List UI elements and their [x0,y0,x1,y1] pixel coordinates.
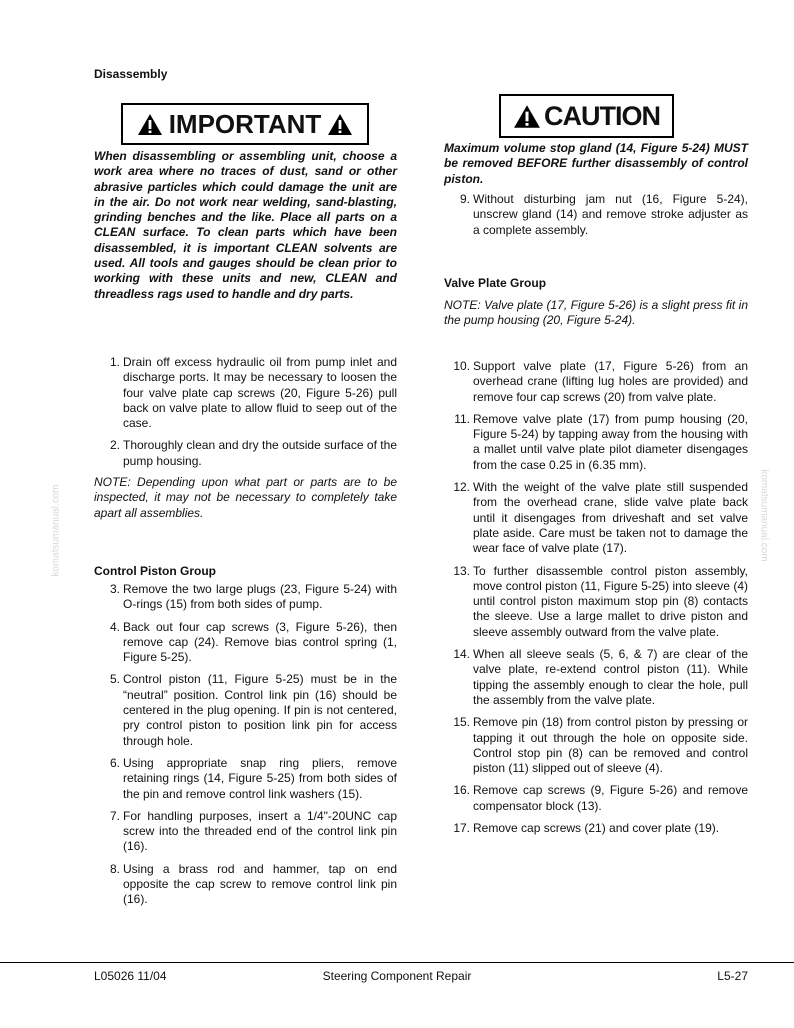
step-text: With the weight of the valve plate still suspended from the overhead crane, slide valve plate back until it disengages from driveshaft and set valve plate aside. Care must be taken not to damage the wear face of valve plate (17). [473,480,748,556]
step-text: Without disturbing jam nut (16, Figure 5-24), unscrew gland (14) and remove stroke adjuster as a complete assembly. [473,192,748,237]
step-number: 4. [109,619,120,634]
footer-page-number: L5-27 [717,969,748,983]
steps-list-9 [444,192,748,245]
step-item [94,672,397,748]
step-item [94,438,397,469]
step-text: Remove cap screws (9, Figure 5-26) and remove compensator block (13). [473,783,748,813]
step-item [94,620,397,666]
step-number: 12. [453,480,470,495]
step-text: Using a brass rod and hammer, tap on end opposite the cap screw to remove control link pin (16). [123,861,397,907]
step-number: 11. [454,411,470,426]
step-number: 2. [109,438,120,453]
important-badge [121,103,369,145]
step-item [444,647,748,708]
footer-doc-code: L05026 11/04 [94,969,167,983]
step-item [94,862,397,908]
step-item [444,480,748,556]
step-text: For handling purposes, insert a 1/4"-20UNC cap screw into the threaded end of the control link pin (16). [123,808,397,854]
step-number: 10. [453,359,470,373]
section-heading-disassembly: Disassembly [94,67,168,81]
watermark-left: komatsumanual.com [50,484,62,577]
step-item [94,809,397,855]
step-number: 13. [453,563,470,578]
step-number: 9. [459,192,470,206]
step-number: 17. [453,821,470,836]
step-item [444,359,748,405]
section-heading-control-piston-group: Control Piston Group [94,564,216,578]
step-text: To further disassemble control piston assembly, move control piston (11, Figure 5-25) into sleeve (4) until control piston maximum stop pin (8) contacts the sleeve. Use a large mallet to drive piston and sleeve assembly outward from the valve plate. [473,563,748,639]
note-valve-plate: NOTE: Valve plate (17, Figure 5-26) is a slight press fit in the pump housing (20, Figure 5-24). [444,298,748,328]
step-item [444,564,748,640]
step-text: When all sleeve seals (5, 6, & 7) are clear of the valve plate, re-extend control piston (11). While tipping the assembly enough to clear the hole, pull the assembly from the valve plate. [473,647,748,707]
warning-triangle-icon [513,104,541,129]
step-item [444,821,748,836]
step-item [94,582,397,613]
warning-triangle-icon [137,113,163,136]
step-text: Remove the two large plugs (23, Figure 5-24) with O-rings (15) from both sides of pump. [123,582,397,612]
step-text: Remove pin (18) from control piston by pressing or tapping it out through the hole on opposite side. Control stop pin (8) can be removed and control piston (11) slipped out of sleeve (4). [473,715,748,776]
step-number: 3. [109,582,120,596]
step-text: Using appropriate snap ring pliers, remove retaining rings (14, Figure 5-25) from both sides of the pin and remove control link washers (15). [123,755,397,801]
step-number: 5. [109,672,120,687]
step-item [94,355,397,431]
steps-list-10-17 [444,359,748,843]
step-text: Back out four cap screws (3, Figure 5-26), then remove cap (24). Remove bias control spring (1, Figure 5-25). [123,619,397,665]
step-number: 16. [453,783,470,798]
step-text: Control piston (11, Figure 5-25) must be in the “neutral” position. Control link pin (16) should be centered in the plug opening. If pin is not centered, pry control piston to position link pin for access through hole. [123,672,397,748]
step-text: Remove cap screws (21) and cover plate (19). [473,821,720,836]
step-item [444,715,748,776]
warning-triangle-icon [327,113,353,136]
important-text: When disassembling or assembling unit, choose a work area where no traces of dust, sand or other abrasive particles which could damage the unit are in the air. Do not work near welding, sand-blasting, grinding benches and the like. Place all parts on a CLEAN surface. To clean parts which have been disassembled, it is important CLEAN solvents are used. All tools and gauges should be clean prior to working with these units and new, CLEAN and threadless rags used to handle and dry parts. [94,149,397,301]
step-text: Drain off excess hydraulic oil from pump inlet and discharge ports. It may be necessary to loosen the four valve plate cap screws (20, Figure 5-26) pull back on valve plate to allow fluid to seep out of the case. [123,355,397,431]
steps-list-1-2 [94,355,397,476]
step-text: Thoroughly clean and dry the outside surface of the pump housing. [123,438,397,468]
step-number: 15. [453,715,470,730]
step-item [444,783,748,814]
caution-text: Maximum volume stop gland (14, Figure 5-24) MUST be removed BEFORE further disassembly of control piston. [444,141,748,186]
step-item [94,756,397,802]
caution-label: CAUTION [544,100,660,131]
step-number: 7. [109,808,120,823]
watermark-right: komatsumanual.com [758,469,770,562]
step-text: Remove valve plate (17) from pump housing (20, Figure 5-24) by tapping away from the housing with a mallet until valve plate pilot diameter disengages from the case 0.25 in (6.35 mm). [473,411,748,472]
caution-badge [499,94,674,138]
step-number: 14. [453,647,470,662]
step-number: 1. [109,355,120,369]
footer-section-title: Steering Component Repair [322,969,472,983]
section-heading-valve-plate-group: Valve Plate Group [444,276,547,290]
note-inspection: NOTE: Depending upon what part or parts are to be inspected, it may not be necessary to completely take apart all assemblies. [94,475,397,520]
important-label: IMPORTANT [168,108,322,139]
step-item [444,412,748,473]
steps-list-3-8 [94,582,397,915]
step-number: 8. [109,861,120,876]
step-item [444,192,748,238]
step-number: 6. [109,755,120,770]
footer-rule [0,962,794,963]
step-text: Support valve plate (17, Figure 5-26) from an overhead crane (lifting lug holes are provided) and remove four cap screws (20) from valve plate. [473,359,748,404]
